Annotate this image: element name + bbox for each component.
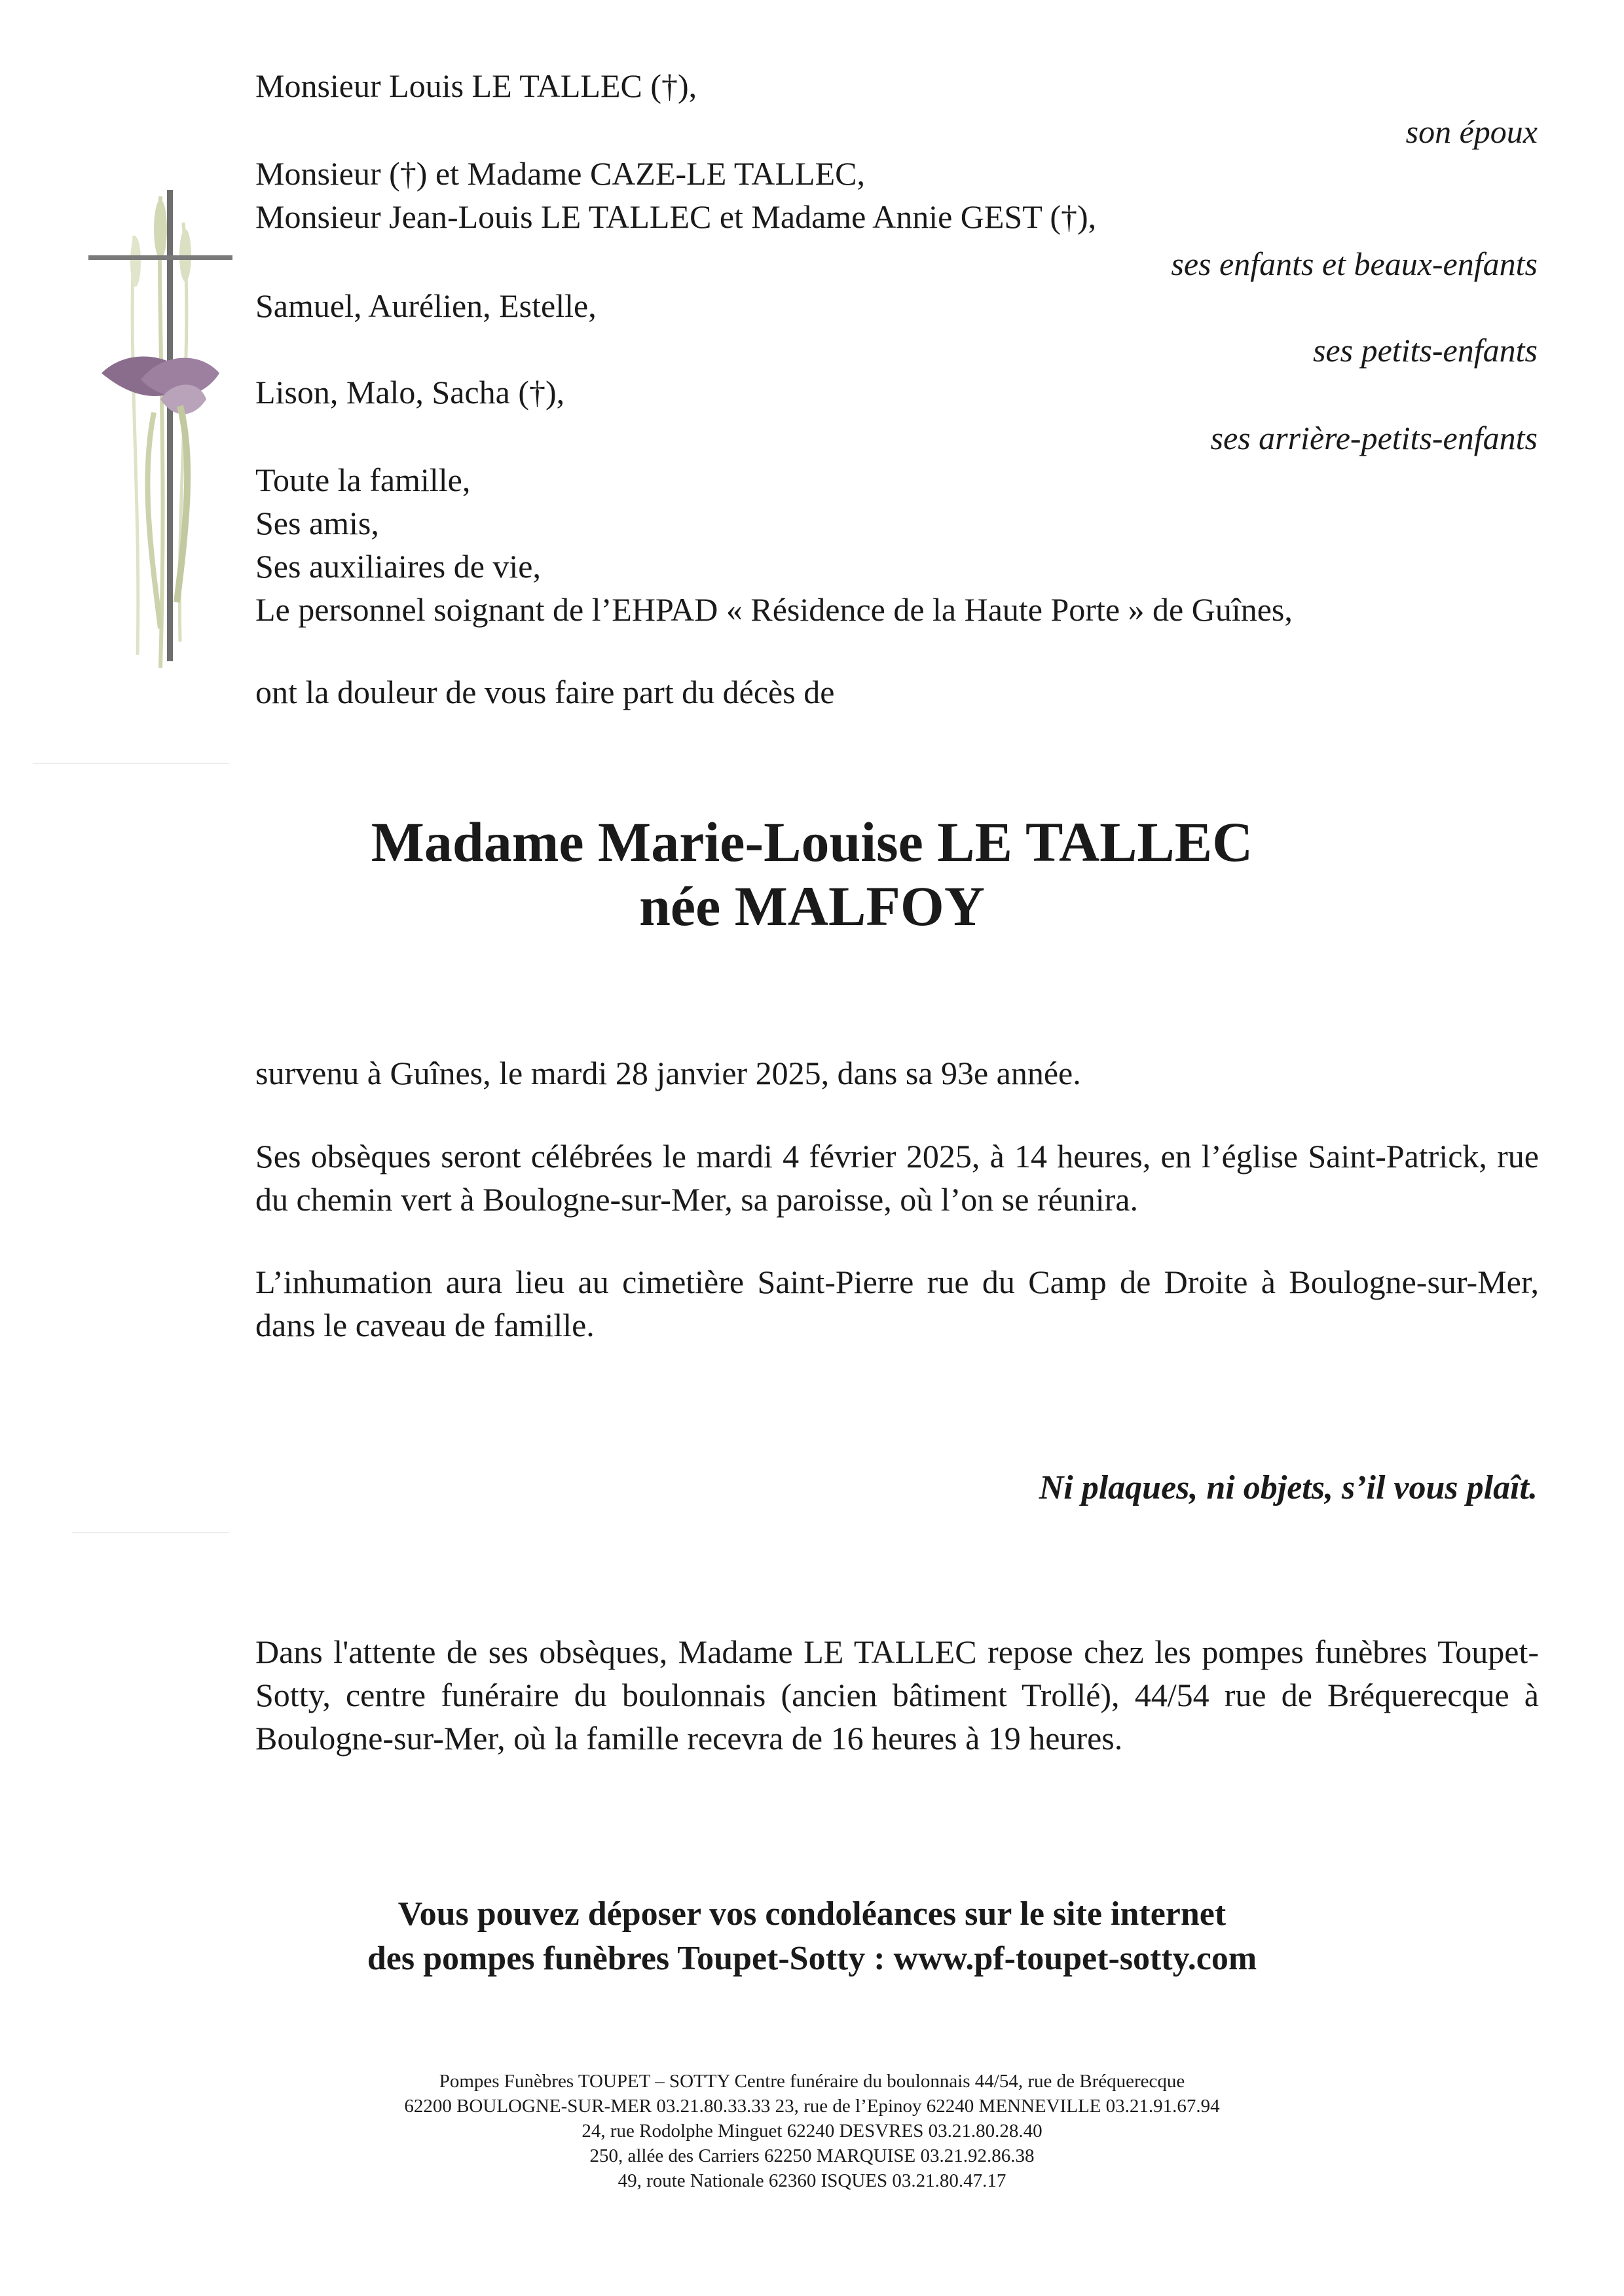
death-details: survenu à Guînes, le mardi 28 janvier 2025, dans sa 93e année. [255,1055,1081,1091]
family-role-4: ses arrière-petits-enfants [1210,420,1538,456]
condolences-line-2: des pompes funèbres Toupet-Sotty : www.pf-toupet-sotty.com [367,1940,1257,1977]
condolences-line-1: Vous pouvez déposer vos condoléances sur le site internet [397,1895,1227,1933]
family-line-8: Ses auxiliaires de vie, [255,548,541,585]
footer-line-5: 49, route Nationale 62360 ISQUES 03.21.80.47.17 [618,2170,1006,2191]
announcement: ont la douleur de vous faire part du décès de [255,674,835,710]
footer-line-4: 250, allée des Carriers 62250 MARQUISE 03.21.92.86.38 [589,2145,1035,2166]
family-line-2: Monsieur (†) et Madame CAZE-LE TALLEC, [255,155,865,192]
family-line-5: Lison, Malo, Sacha (†), [255,374,565,410]
footer-line-1: Pompes Funèbres TOUPET – SOTTY Centre funéraire du boulonnais 44/54, rue de Bréquerecque [439,2071,1185,2092]
family-role-2: ses enfants et beaux-enfants [1171,246,1538,282]
family-role-3: ses petits-enfants [1312,332,1538,369]
family-role-1: son époux [1405,113,1538,150]
cross-with-lily-icon [62,183,246,681]
family-line-4: Samuel, Aurélien, Estelle, [255,287,597,324]
deceased-birth-name: née MALFOY [639,875,985,938]
deceased-name: Madame Marie-Louise LE TALLEC [371,811,1253,873]
repose-details: Dans l'attente de ses obsèques, Madame LE TALLEC repose chez les pompes funèbres Toupet-Sotty, centre funéraire du boulonnais (ancien bâtiment Trollé), 44/54 rue de Bréquerecque à Boulogne-sur-Mer, où la famille recevra de 16 heures à 19 heures. [255,1633,1539,1757]
faint-rule [72,1532,229,1533]
footer-line-3: 24, rue Rodolphe Minguet 62240 DESVRES 03.21.80.28.40 [581,2121,1043,2141]
family-line-1: Monsieur Louis LE TALLEC (†), [255,67,697,104]
family-line-3: Monsieur Jean-Louis LE TALLEC et Madame Annie GEST (†), [255,198,1097,235]
faint-rule [33,763,229,764]
footer-line-2: 62200 BOULOGNE-SUR-MER 03.21.80.33.33 23, rue de l’Epinoy 62240 MENNEVILLE 03.21.91.67.94 [404,2096,1220,2117]
burial-details: L’inhumation aura lieu au cimetière Saint-Pierre rue du Camp de Droite à Boulogne-sur-Mer, dans le caveau de famille. [255,1264,1539,1343]
family-line-6: Toute la famille, [255,462,471,498]
family-line-7: Ses amis, [255,505,379,541]
flowers-request: Ni plaques, ni objets, s’il vous plaît. [1039,1469,1538,1506]
funeral-details: Ses obsèques seront célébrées le mardi 4 février 2025, à 14 heures, en l’église Saint-Patrick, rue du chemin vert à Boulogne-sur-Mer, sa paroisse, où l’on se réunira. [255,1138,1539,1218]
family-line-9: Le personnel soignant de l’EHPAD « Résidence de la Haute Porte » de Guînes, [255,591,1293,628]
